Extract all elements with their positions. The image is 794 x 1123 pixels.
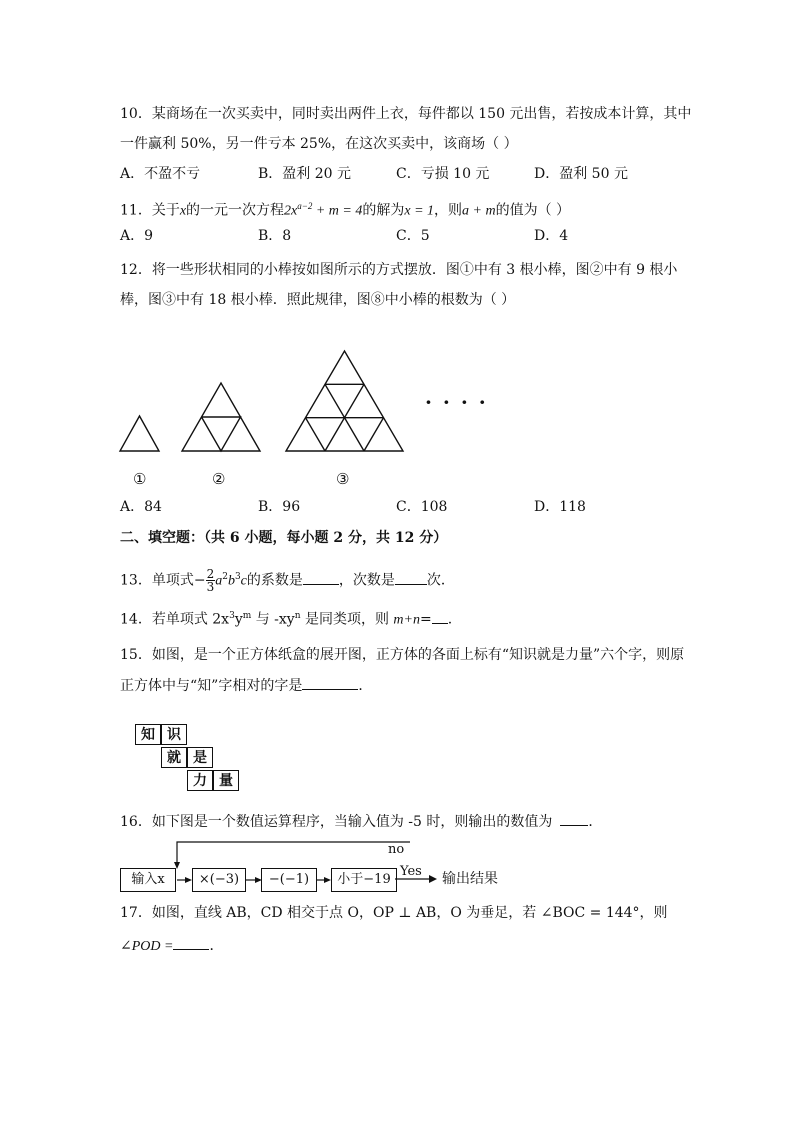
cube-cell-li: 力 bbox=[187, 770, 213, 791]
q16-line bbox=[120, 811, 602, 832]
q15-end: ． bbox=[358, 678, 373, 694]
q13-exp-a: 2 bbox=[222, 572, 228, 582]
q12-option-b: B．96 bbox=[258, 499, 301, 515]
q10-line2: 一件赢利 50%，另一件亏本 25%，在这次买卖中，该商场（ ） bbox=[120, 136, 518, 152]
q16-blank bbox=[560, 811, 588, 826]
flow-box-compare: 小于−19 bbox=[331, 868, 397, 892]
q12-fig-label-2: ② bbox=[212, 470, 226, 488]
q15-blank bbox=[302, 675, 358, 690]
q13-fraction bbox=[206, 568, 216, 593]
q10-option-c: C．亏损 10 元 bbox=[396, 166, 490, 182]
q14-expr: m+n bbox=[393, 612, 420, 628]
q12-line1: 12．将一些形状相同的小棒按如图所示的方式摆放．图①中有 3 根小棒，图②中有 9 根小 bbox=[120, 262, 678, 278]
q10-option-b: B．盈利 20 元 bbox=[258, 166, 352, 182]
q14-blank bbox=[432, 609, 448, 624]
q11-sol-pre: 的解为 bbox=[362, 202, 405, 219]
q13-tail: 次． bbox=[426, 572, 455, 589]
figure-3-triangles bbox=[286, 351, 403, 451]
q17-line1: 17．如图，直线 AB，CD 相交于点 O，OP ⊥ AB，O 为垂足，若 ∠BOC = 144°，则 bbox=[120, 905, 668, 921]
flow-label-no: no bbox=[388, 842, 405, 857]
q17-blank bbox=[173, 935, 209, 950]
q12-option-c: C．108 bbox=[396, 499, 448, 515]
q13-mid: 的系数是 bbox=[246, 572, 303, 589]
q13-line bbox=[120, 560, 455, 599]
q11-eq-exp: a−2 bbox=[297, 201, 313, 211]
q13-numerator: 2 bbox=[206, 567, 215, 582]
q17-end: ． bbox=[209, 938, 224, 954]
cube-cell-jiu: 就 bbox=[161, 747, 187, 768]
q12-line2: 棒，图③中有 18 根小棒．照此规律，图⑧中小棒的根数为（ ） bbox=[120, 292, 516, 308]
q13-minus: − bbox=[193, 572, 206, 589]
q12-fig-label-1: ① bbox=[133, 470, 147, 488]
q12-option-d: D．118 bbox=[534, 499, 586, 515]
q11-var-x: x bbox=[179, 203, 187, 219]
q13-var-b: b bbox=[227, 573, 235, 589]
q11-option-c: C．5 bbox=[396, 228, 430, 244]
q14-line bbox=[120, 606, 452, 631]
q13-mid2: ，次数是 bbox=[338, 572, 395, 589]
figure-2-triangles bbox=[182, 383, 260, 451]
q14-eq: = bbox=[419, 611, 432, 628]
q15-line1: 15．如图，是一个正方体纸盒的展开图，正方体的各面上标有“知识就是力量”六个字，则原 bbox=[120, 647, 685, 663]
q10-option-d: D．盈利 50 元 bbox=[534, 166, 628, 182]
q14-exp2: m bbox=[242, 611, 252, 621]
q10-line1: 10．某商场在一次买卖中，同时卖出两件上衣，每件都以 150 元出售，若按成本计算，其中 bbox=[120, 106, 692, 122]
q13-blank-1 bbox=[303, 570, 339, 585]
q14-mid2: 与 -xy bbox=[251, 611, 295, 628]
q11-eq-a: 2x bbox=[284, 203, 298, 219]
q13-denominator: 3 bbox=[206, 580, 215, 595]
q13-blank-2 bbox=[395, 570, 427, 585]
figure-1-triangle bbox=[120, 416, 159, 451]
flow-label-yes: Yes bbox=[400, 864, 422, 879]
q11-tail: 的值为（ ） bbox=[495, 202, 571, 219]
q11-mid: 的一元一次方程 bbox=[186, 202, 285, 219]
q11-tail-pre: ，则 bbox=[434, 202, 463, 219]
flow-arrow-output bbox=[395, 872, 440, 886]
q12-continuation-dots: · · · · bbox=[425, 390, 488, 414]
q11-option-d: D．4 bbox=[534, 228, 569, 244]
q14-exp1: 3 bbox=[229, 611, 235, 621]
q13-var-c: c bbox=[240, 573, 247, 589]
flow-box-input: 输入x bbox=[120, 868, 176, 892]
q11-line bbox=[120, 196, 570, 222]
q10-option-a: A．不盈不亏 bbox=[120, 166, 201, 182]
q11-sol: x = 1 bbox=[404, 203, 435, 219]
q15-line2 bbox=[120, 675, 372, 696]
cube-cell-shi2: 是 bbox=[187, 747, 213, 768]
q15-line2-text: 正方体中与“知”字相对的字是 bbox=[120, 678, 303, 694]
q14-prefix: 14．若单项式 2x bbox=[120, 611, 230, 628]
flow-box-multiply: ×(−3) bbox=[192, 868, 246, 892]
flow-output-label: 输出结果 bbox=[442, 871, 498, 887]
q14-end: . bbox=[447, 611, 453, 628]
q17-line2-text: ∠POD = bbox=[120, 939, 174, 954]
q11-tail-expr: a + m bbox=[462, 203, 496, 219]
flow-box-subtract: −(−1) bbox=[261, 868, 317, 892]
q14-exp3: n bbox=[294, 611, 301, 621]
q12-fig-label-3: ③ bbox=[336, 470, 350, 488]
q14-mid3: 是同类项，则 bbox=[300, 611, 394, 628]
section-2-heading: 二、填空题：（共 6 小题，每小题 2 分，共 12 分） bbox=[120, 530, 448, 546]
q12-option-a: A．84 bbox=[120, 499, 162, 515]
q13-var-a: a bbox=[215, 573, 223, 589]
q13-prefix: 13．单项式 bbox=[120, 572, 194, 589]
cube-cell-shi: 识 bbox=[161, 724, 187, 745]
q13-exp-b: 3 bbox=[234, 572, 241, 582]
q11-prefix: 11．关于 bbox=[120, 202, 180, 219]
q11-option-b: B．8 bbox=[258, 228, 292, 244]
q11-option-a: A．9 bbox=[120, 228, 154, 244]
q16-text: 16．如下图是一个数值运算程序，当输入值为 -5 时，则输出的数值为 bbox=[120, 814, 553, 830]
q17-line2 bbox=[120, 935, 223, 957]
cube-cell-liang: 量 bbox=[213, 770, 239, 791]
q11-eq-b: + m = 4 bbox=[312, 203, 363, 219]
cube-cell-zhi: 知 bbox=[135, 724, 161, 745]
q16-end: ． bbox=[588, 814, 603, 830]
q14-mid1: y bbox=[234, 611, 243, 628]
